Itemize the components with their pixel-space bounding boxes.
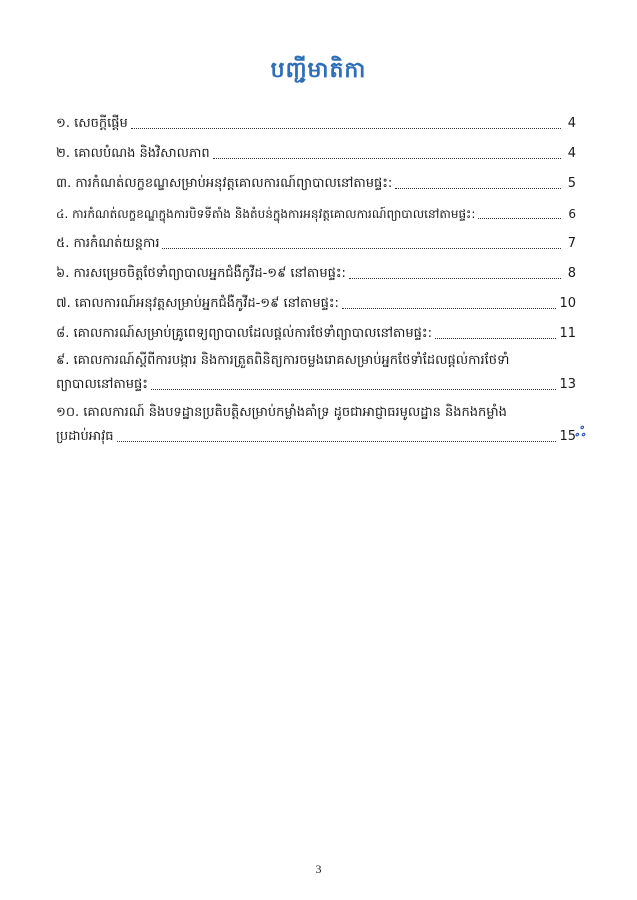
page-number: 3 <box>315 862 322 876</box>
dot-leader <box>213 158 561 159</box>
toc-entry-label: ៨. គោលការណ៍សម្រាប់គ្រូពេទ្យព្យាបាលដែលផ្តល់ការថែទាំព្យាបាលនៅតាមផ្ទះ: <box>56 326 432 341</box>
toc-entry-label: ៤. ការកំណត់លក្ខខណ្ឌក្នុងការបិទទីតាំង និងតំបន់ក្នុងការអនុវត្តគោលការណ៍ព្យាបាលនៅតាមផ្ទះ: <box>56 207 476 221</box>
dot-leader <box>131 128 561 129</box>
toc-entry-page: 6 <box>568 207 576 221</box>
toc-entry-page: 4 <box>567 146 576 161</box>
toc-entry-label: ព្យាបាលនៅតាមផ្ទះ <box>56 377 148 392</box>
toc-entry-page: 10 <box>559 296 576 311</box>
toc-entry-page: 11 <box>559 326 576 341</box>
dot-leader <box>435 338 556 339</box>
toc-entry-page: 7 <box>567 236 576 251</box>
toc-entry <box>56 115 576 133</box>
toc-entry-label: ១. សេចក្តីផ្តើម <box>56 116 128 131</box>
initials-signature-mark: ஃ <box>575 425 586 440</box>
toc-entry <box>56 205 576 223</box>
toc-entry-page: 4 <box>567 116 576 131</box>
toc-entry <box>56 352 576 394</box>
toc-entry-page: 15 <box>559 429 576 444</box>
toc-entry-label-line1: ៩. គោលការណ៍ស្តីពីការបង្ការ និងការត្រួតពិនិត្យការចម្លងរោគសម្រាប់អ្នកថែទាំដែលផ្តល់ការថែទាំ <box>56 353 510 368</box>
dot-leader <box>162 248 561 249</box>
toc-entry-page: 8 <box>567 266 576 281</box>
toc-entry-label: ៧. គោលការណ៍អនុវត្តសម្រាប់អ្នកជំងឺកូវីដ-១៩ នៅតាមផ្ទះ: <box>56 296 339 311</box>
toc-entry-label: ៦. ការសម្រេចចិត្តថែទាំព្យាបាលអ្នកជំងឺកូវីដ-១៩ នៅតាមផ្ទះ: <box>56 266 346 281</box>
toc-entry-label: ២. គោលបំណង និងវិសាលភាព <box>56 146 210 161</box>
dot-leader <box>117 441 557 442</box>
dot-leader <box>478 218 561 219</box>
toc-entry-page: 13 <box>559 377 576 392</box>
toc-entry <box>56 404 576 446</box>
toc-title: បញ្ជីមាតិកា <box>270 58 367 83</box>
toc-entry <box>56 295 576 313</box>
dot-leader <box>151 389 557 390</box>
toc-entry <box>56 265 576 283</box>
toc-entry-label: ៥. ការកំណត់យន្តការ <box>56 236 160 251</box>
dot-leader <box>342 308 557 309</box>
toc-entry <box>56 175 576 193</box>
toc-entry <box>56 325 576 343</box>
dot-leader <box>349 278 561 279</box>
toc-entry <box>56 235 576 253</box>
toc-entry-label-line1: ១០. គោលការណ៍ និងបទដ្ឋានប្រតិបត្តិសម្រាប់កម្លាំងគាំទ្រ ដូចជាអាជ្ញាធរមូលដ្ឋាន និងកងកម្លាំង <box>56 405 507 420</box>
toc-entry-label: ប្រដាប់អាវុធ <box>56 429 114 444</box>
dot-leader <box>395 188 561 189</box>
toc-entry-page: 5 <box>567 176 576 191</box>
toc-entry-label: ៣. ការកំណត់លក្ខខណ្ឌសម្រាប់អនុវត្តគោលការណ៍ព្យាបាលនៅតាមផ្ទះ: <box>56 176 393 191</box>
toc-entry <box>56 145 576 163</box>
